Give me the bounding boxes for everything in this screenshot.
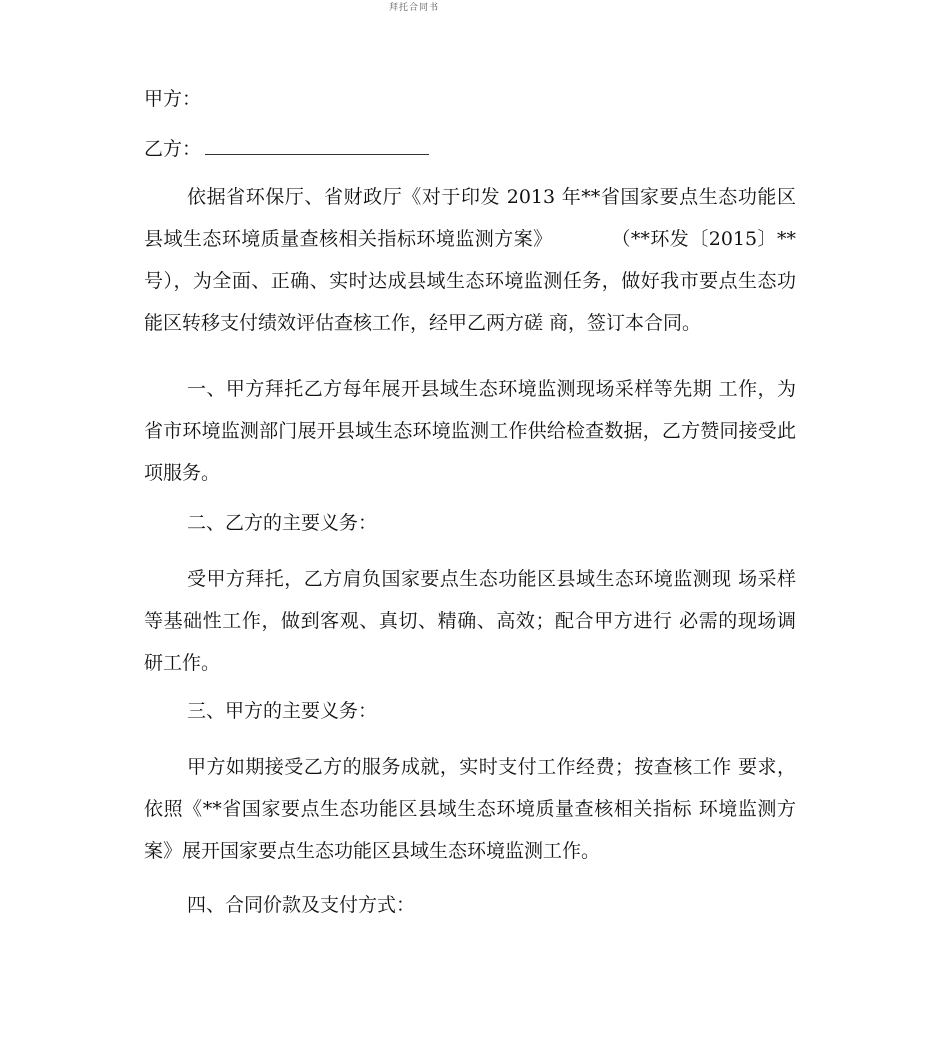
running-header: 拜托合同书 — [388, 3, 439, 13]
section-heading-3: 三、甲方的主要义务： — [187, 700, 378, 722]
intro-paragraph: 依据省环保厅、省财政厅《对于印发 2013 年**省国家要点生态功能区县域生态环境质量查核相关指标环境监测方案》 （**环发〔2015〕**号），为全面、正确、实时达成县域生态环境监测任务，做好我市要点生态功能区转移支付绩效评估查核工作，经甲乙两方磋 商，签订本合同。 — [144, 186, 796, 334]
section-heading-4: 四、合同价款及支付方式： — [187, 894, 416, 916]
clause-1-paragraph: 一、甲方拜托乙方每年展开县域生态环境监测现场采样等先期 工作，为省市环境监测部门展开县域生态环境监测工作供给检查数据，乙方赞同接受此项服务。 — [144, 378, 796, 484]
party-b-line — [144, 134, 796, 164]
party-a-label: 甲方： — [144, 88, 202, 110]
section-heading-2: 二、乙方的主要义务： — [187, 512, 378, 534]
clause-2-paragraph: 受甲方拜托，乙方肩负国家要点生态功能区县域生态环境监测现 场采样等基础性工作，做到客观、真切、精确、高效；配合甲方进行 必需的现场调研工作。 — [144, 568, 796, 674]
party-a-line — [144, 84, 796, 114]
clause-3-paragraph: 甲方如期接受乙方的服务成就，实时支付工作经费；按查核工作 要求，依照《**省国家要点生态功能区县域生态环境质量查核相关指标 环境监测方案》展开国家要点生态功能区县域生态环境监测工作。 — [144, 756, 796, 862]
party-b-blank — [205, 136, 429, 155]
contract-body — [144, 84, 796, 940]
party-b-label: 乙方： — [144, 138, 202, 160]
